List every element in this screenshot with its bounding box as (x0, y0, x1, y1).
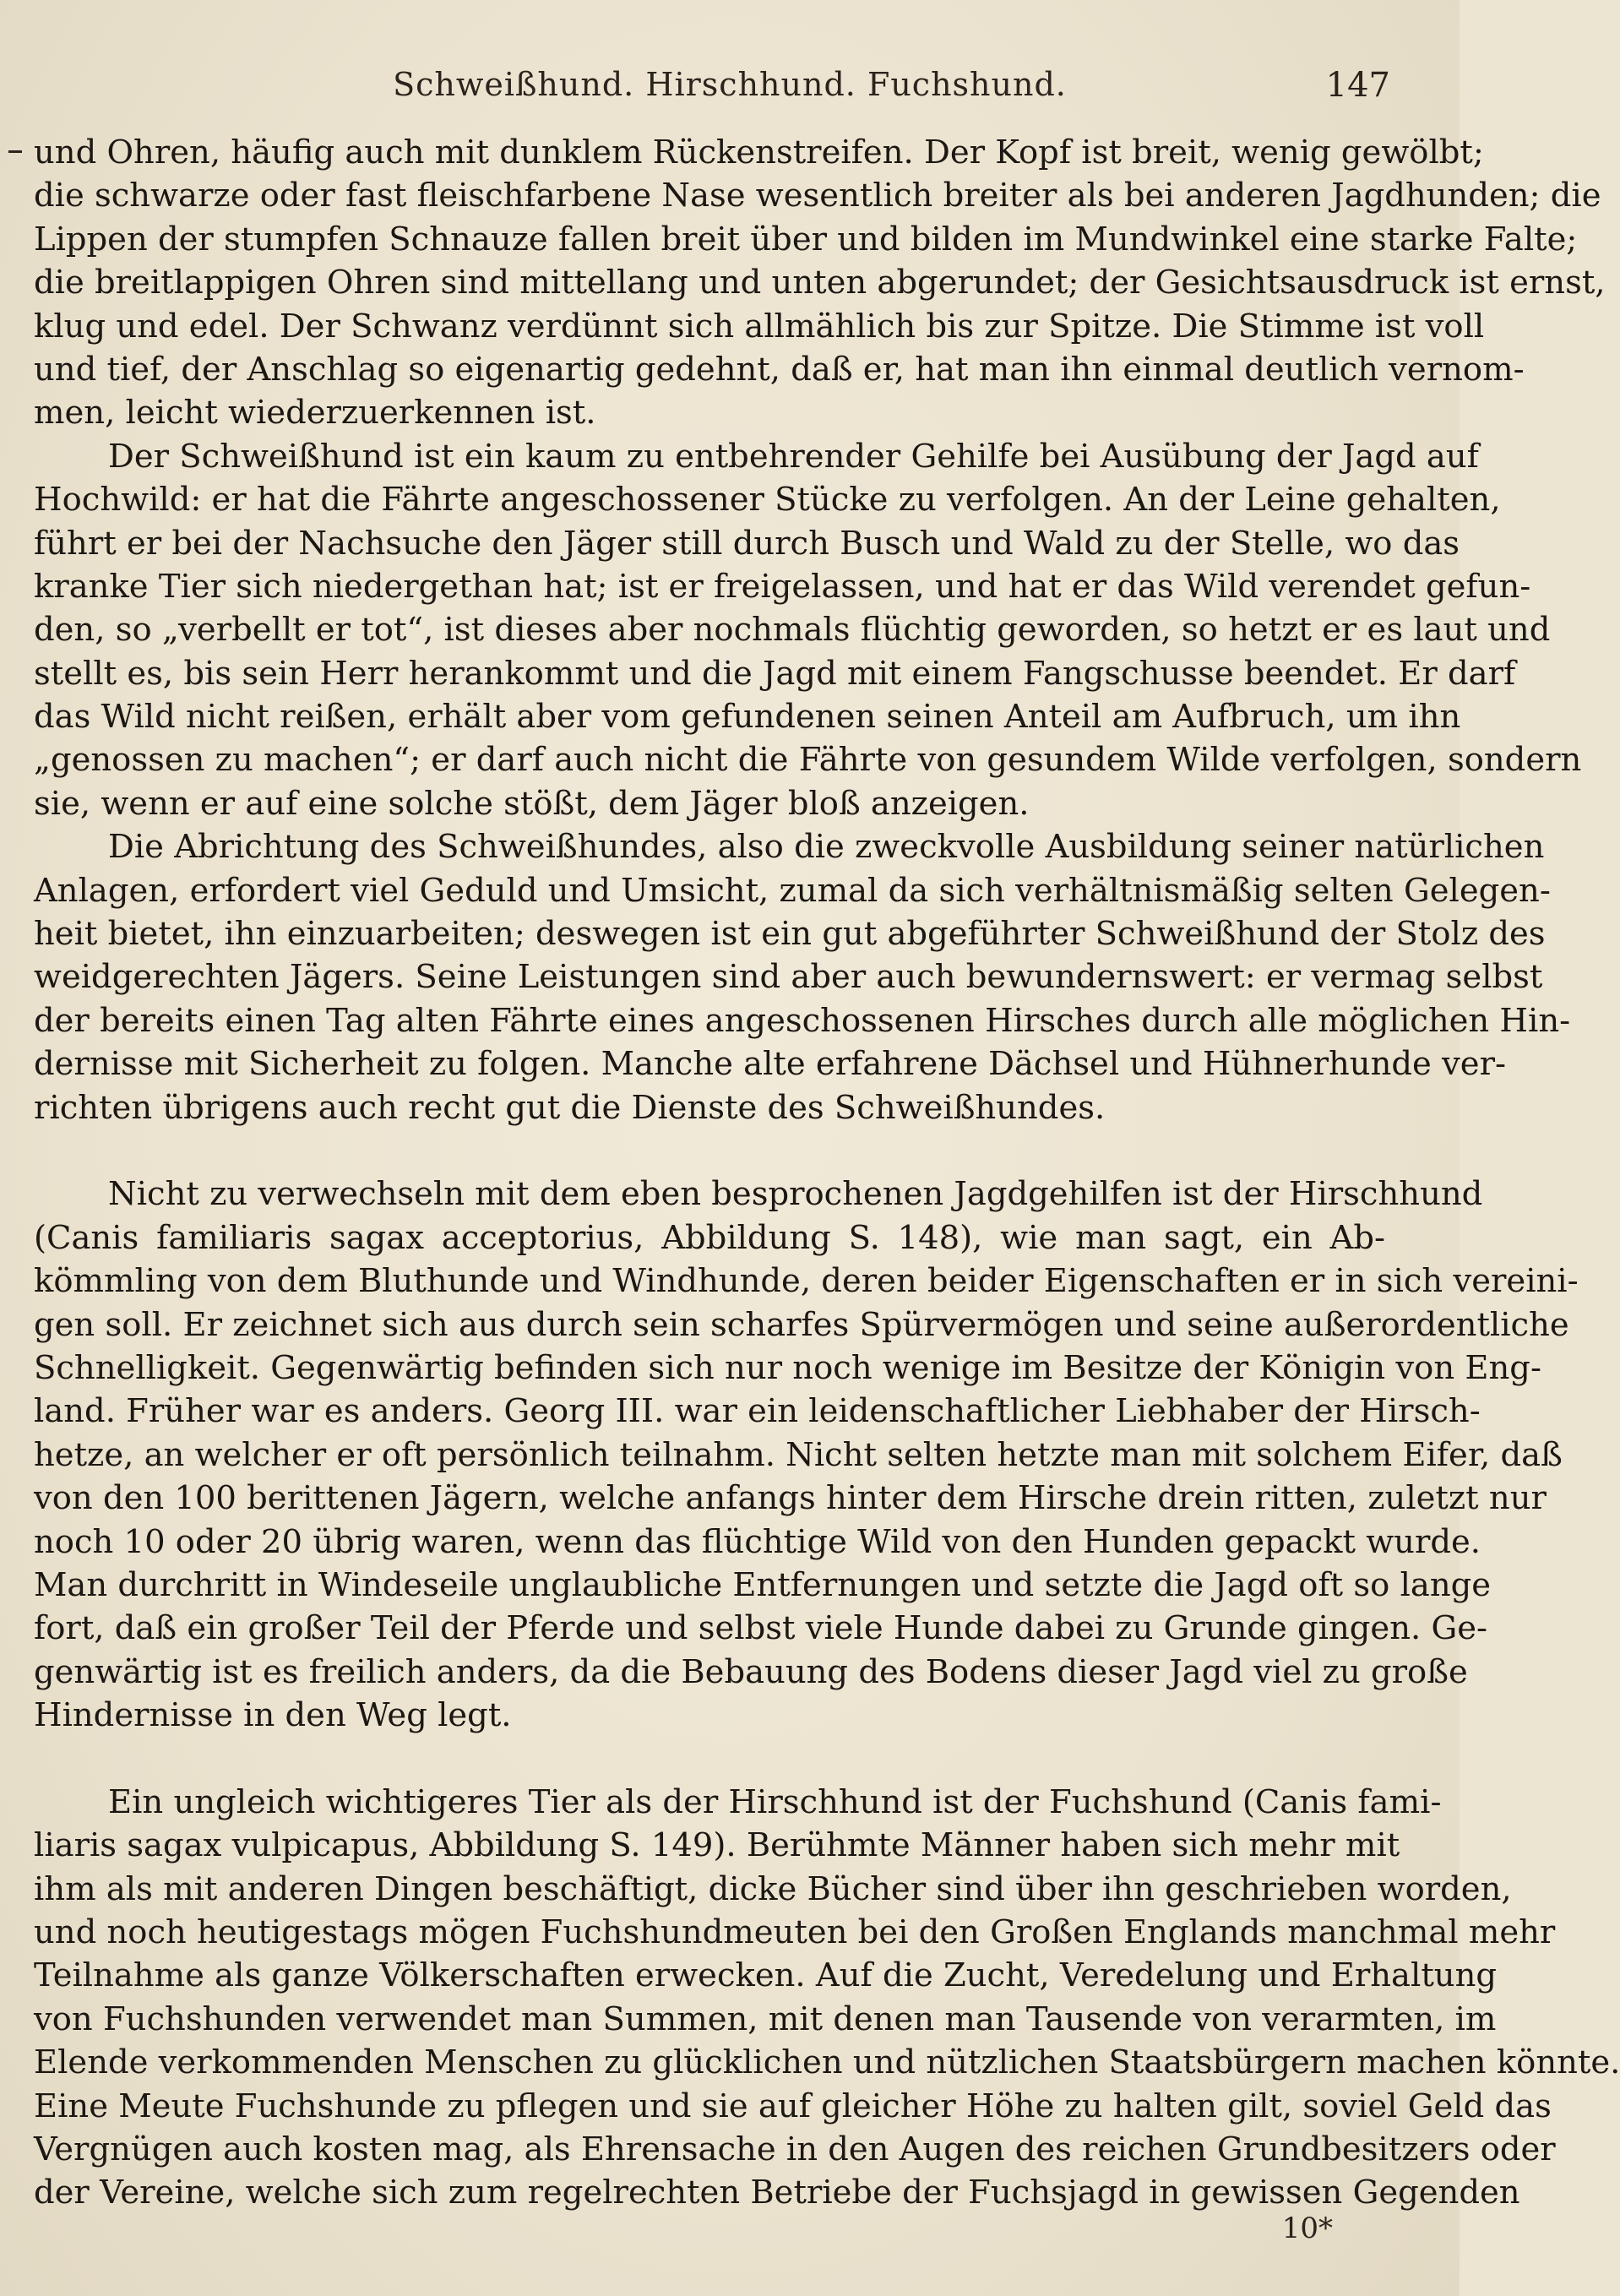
text-line: Hindernisse in den Weg legt. (34, 1696, 512, 1735)
paragraph (34, 435, 1582, 826)
text-line: ihm als mit anderen Dingen beschäftigt, dicke Bücher sind über ihn geschrieben worden, (34, 1869, 1512, 1908)
text-line: Elende verkommenden Menschen zu glücklichen und nützlichen Staatsbürgern machen könnte. (34, 2043, 1620, 2082)
paragraph-gap (34, 1737, 1385, 1780)
text-line: weidgerechten Jägers. Seine Leistungen sind aber auch bewundernswert: er vermag selbst (34, 958, 1543, 997)
text-line: von den 100 berittenen Jägern, welche anfangs hinter dem Hirsche drein ritten, zuletzt nur (34, 1479, 1547, 1518)
text-line: der Vereine, welche sich zum regelrechten Betriebe der Fuchsjagd in gewissen Gegenden (34, 2174, 1520, 2212)
body-text (34, 131, 1620, 2215)
text-line: kranke Tier sich niedergethan hat; ist er freigelassen, und hat er das Wild verendet gefun- (34, 567, 1531, 606)
text-line: liaris sagax vulpicapus, Abbildung S. 149). Berühmte Männer haben sich mehr mit (34, 1826, 1400, 1865)
text-line: fort, daß ein großer Teil der Pferde und selbst viele Hunde dabei zu Grunde gingen. Ge- (34, 1609, 1488, 1648)
text-line: Ein ungleich wichtigeres Tier als der Hirschhund ist der Fuchshund (Canis fami- (108, 1782, 1442, 1821)
text-line: „genossen zu machen“; er darf auch nicht die Fährte von gesundem Wilde verfolgen, sondern (34, 741, 1582, 780)
text-line: genwärtig ist es freilich anders, da die Bebauung des Bodens dieser Jagd viel zu große (34, 1652, 1468, 1691)
text-line: der bereits einen Tag alten Fährte eines angeschossenen Hirsches durch alle möglichen Hin- (34, 1001, 1571, 1040)
paragraph (34, 825, 1571, 1129)
text-line: die breitlappigen Ohren sind mittellang und unten abgerundet; der Gesichtsausdruck ist ernst, (34, 264, 1606, 302)
text-line: und tief, der Anschlag so eigenartig gedehnt, daß er, hat man ihn einmal deutlich vernom- (34, 350, 1525, 389)
text-line: den, so „verbellt er tot“, ist dieses aber nochmals flüchtig geworden, so hetzt er es laut und (34, 611, 1551, 650)
text-line: richten übrigens auch recht gut die Dienste des Schweißhundes. (34, 1088, 1106, 1127)
margin-mark (8, 150, 22, 153)
text-line: und noch heutigestags mögen Fuchshundmeuten bei den Großen Englands manchmal mehr (34, 1913, 1556, 1952)
text-line: Teilnahme als ganze Völkerschaften erwecken. Auf die Zucht, Veredelung und Erhaltung (34, 1956, 1498, 1995)
text-line: hetze, an welcher er oft persönlich teilnahm. Nicht selten hetzte man mit solchem Eifer, daß (34, 1435, 1563, 1474)
text-line: dernisse mit Sicherheit zu folgen. Manche alte erfahrene Dächsel und Hühnerhunde ver- (34, 1045, 1507, 1084)
text-line: die schwarze oder fast fleischfarbene Nase wesentlich breiter als bei anderen Jagdhunden; die (34, 177, 1601, 215)
signature-mark: 10* (1281, 2212, 1333, 2245)
text-line: kömmling von dem Bluthunde und Windhunde, deren beider Eigenschaften er in sich vereini- (34, 1262, 1579, 1301)
text-line: gen soll. Er zeichnet sich aus durch sein scharfes Spürvermögen und seine außerordentliche (34, 1305, 1569, 1344)
text-line: das Wild nicht reißen, erhält aber vom gefundenen seinen Anteil am Aufbruch, um ihn (34, 698, 1461, 737)
text-line: von Fuchshunden verwendet man Summen, mit denen man Tausende von verarmten, im (34, 1999, 1497, 2038)
text-line: Nicht zu verwechseln mit dem eben besprochenen Jagdgehilfen ist der Hirschhund (108, 1175, 1483, 1214)
text-line: führt er bei der Nachsuche den Jäger still durch Busch und Wald zu der Stelle, wo das (34, 524, 1460, 563)
page-header (34, 59, 1426, 118)
text-line: Eine Meute Fuchshunde zu pflegen und sie auf gleicher Höhe zu halten gilt, soviel Geld das (34, 2087, 1552, 2125)
text-line: Hochwild: er hat die Fährte angeschossener Stücke zu verfolgen. An der Leine gehalten, (34, 481, 1501, 520)
text-line: Man durchritt in Windeseile unglaubliche Entfernungen und setzte die Jagd oft so lange (34, 1565, 1492, 1604)
running-head: Schweißhund. Hirschhund. Fuchshund. (393, 66, 1067, 103)
text-line: noch 10 oder 20 übrig waren, wenn das flüchtige Wild von den Hunden gepackt wurde. (34, 1522, 1481, 1561)
text-line: und Ohren, häufig auch mit dunklem Rückenstreifen. Der Kopf ist breit, wenig gewölbt; (34, 133, 1484, 171)
text-line: sie, wenn er auf eine solche stößt, dem Jäger bloß anzeigen. (34, 784, 1030, 823)
text-line: Anlagen, erfordert viel Geduld und Umsicht, zumal da sich verhältnismäßig selten Gelegen- (34, 871, 1551, 910)
text-line: (Canis familiaris sagax acceptorius, Abbildung S. 148), wie man sagt, ein Ab- (34, 1218, 1385, 1257)
text-line: klug und edel. Der Schwanz verdünnt sich allmählich bis zur Spitze. Die Stimme ist voll (34, 307, 1485, 345)
text-line: men, leicht wiederzuerkennen ist. (34, 394, 596, 433)
text-line: Vergnügen auch kosten mag, als Ehrensache in den Augen des reichen Grundbesitzers oder (34, 2130, 1556, 2168)
page-number: 147 (1325, 66, 1390, 105)
paragraph-gap (34, 1129, 1385, 1172)
text-line: Schnelligkeit. Gegenwärtig befinden sich nur noch wenige im Besitze der Königin von Eng- (34, 1348, 1541, 1387)
text-line: heit bietet, ihn einzuarbeiten; deswegen ist ein gut abgeführter Schweißhund der Stolz des (34, 915, 1546, 954)
paragraph (34, 1172, 1579, 1737)
paragraph (34, 1781, 1620, 2215)
paragraph (34, 131, 1606, 435)
text-line: Lippen der stumpfen Schnauze fallen breit über und bilden im Mundwinkel eine starke Falte; (34, 220, 1578, 258)
text-line: land. Früher war es anders. Georg III. war ein leidenschaftlicher Liebhaber der Hirsch- (34, 1392, 1481, 1431)
text-line: Der Schweißhund ist ein kaum zu entbehrender Gehilfe bei Ausübung der Jagd auf (108, 437, 1479, 476)
text-line: stellt es, bis sein Herr herankommt und die Jagd mit einem Fangschusse beendet. Er darf (34, 654, 1516, 693)
text-line: Die Abrichtung des Schweißhundes, also die zweckvolle Ausbildung seiner natürlichen (108, 828, 1545, 867)
